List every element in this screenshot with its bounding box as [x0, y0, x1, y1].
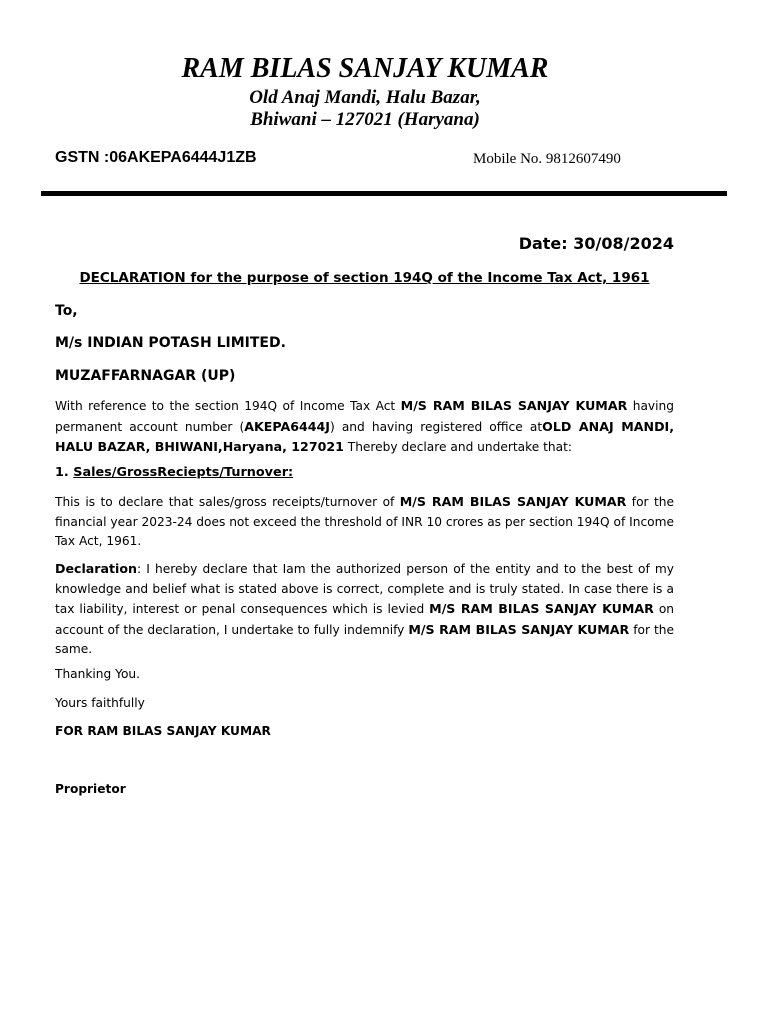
section1-title: Sales/GrossReciepts/Turnover:	[73, 465, 294, 480]
letter-date: Date: 30/08/2024	[518, 234, 674, 253]
section1-text-2: for the financial year 2023-24 does not exceed the threshold of INR 10 crores as per section 194Q of Income Tax Act, 1961.	[55, 495, 674, 548]
section1-paragraph	[55, 492, 674, 552]
intro-text-1: With reference to the section 194Q of Income Tax Act	[55, 399, 401, 413]
declaration-firm-name-2: M/S RAM BILAS SANJAY KUMAR	[408, 621, 630, 637]
mobile-number: Mobile No. 9812607490	[473, 151, 621, 167]
thanking-you: Thanking You.	[55, 667, 141, 681]
intro-text-2: having permanent account number (	[55, 399, 674, 434]
recipient-to: To,	[55, 303, 78, 319]
intro-text-4: Thereby declare and undertake that:	[343, 440, 572, 454]
intro-office-address: OLD ANAJ MANDI, HALU BAZAR, BHIWANI,Haryana, 127021	[55, 418, 674, 454]
intro-text-3: ) and having registered office at	[329, 419, 543, 434]
letterhead-address-line1: Old Anaj Mandi, Halu Bazar,	[249, 87, 481, 108]
declaration-text-3: for the same.	[55, 622, 674, 656]
intro-firm-name: M/S RAM BILAS SANJAY KUMAR	[400, 398, 628, 413]
declaration-title: DECLARATION for the purpose of section 194Q of the Income Tax Act, 1961	[79, 270, 650, 286]
header-divider	[41, 191, 727, 196]
yours-faithfully: Yours faithfully	[55, 696, 145, 710]
intro-paragraph	[55, 396, 674, 458]
declaration-text-2: on account of the declaration, I undertake to fully indemnify	[55, 602, 674, 637]
section1-heading	[55, 463, 293, 482]
section1-text-1: This is to declare that sales/gross receipts/turnover of	[55, 495, 400, 509]
gstn-number: GSTN :06AKEPA6444J1ZB	[55, 149, 257, 166]
recipient-city: MUZAFFARNAGAR (UP)	[55, 368, 236, 384]
declaration-label: Declaration	[55, 561, 137, 576]
section1-number: 1.	[55, 465, 74, 480]
declaration-paragraph	[55, 559, 674, 660]
signatory-designation: Proprietor	[55, 782, 126, 796]
recipient-name: M/s INDIAN POTASH LIMITED.	[55, 335, 286, 351]
declaration-firm-name-1: M/S RAM BILAS SANJAY KUMAR	[429, 601, 654, 616]
letterhead-address-line2: Bhiwani – 127021 (Haryana)	[250, 109, 480, 130]
letterhead-firm-name: RAM BILAS SANJAY KUMAR	[181, 53, 549, 84]
declaration-text-1: : I hereby declare that Iam the authorized person of the entity and to the best of my knowledge and belief what is stated above is correct, complete and is truly stated. In case there is a tax liability, interest or penal consequences which is levied	[55, 562, 674, 616]
section1-firm-name: M/S RAM BILAS SANJAY KUMAR	[399, 494, 627, 509]
signatory-firm: FOR RAM BILAS SANJAY KUMAR	[55, 724, 271, 738]
intro-pan: AKEPA6444J	[244, 418, 330, 434]
